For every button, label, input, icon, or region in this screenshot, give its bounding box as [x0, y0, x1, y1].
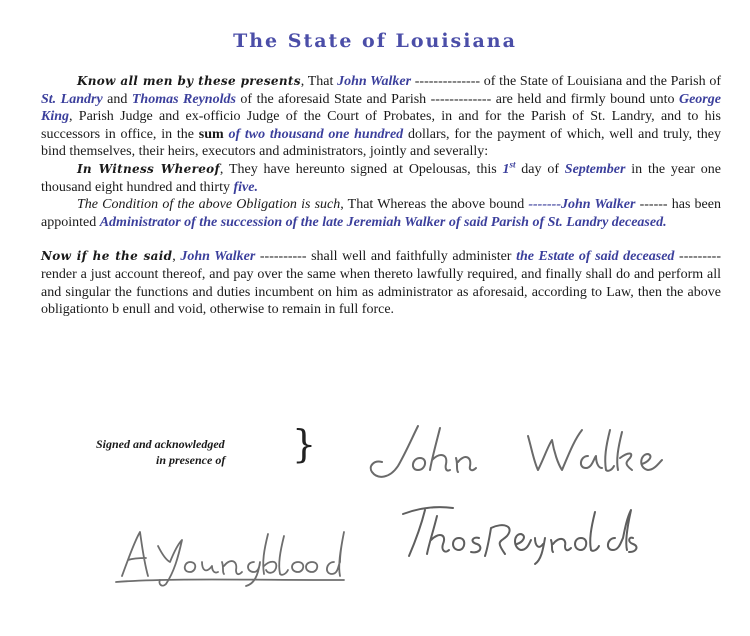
lead-condition: The Condition of the above Obligation is such	[77, 197, 341, 213]
sum-word: sum	[198, 126, 224, 142]
lead-in-witness: In Witness Whereof	[77, 161, 220, 176]
signature-john-walker-drawing	[360, 418, 670, 488]
judge-name: George King	[41, 91, 721, 125]
administrator-office: Administrator of the succession of the late Jeremiah Walker of said Parish of St. Landry deceased.	[99, 214, 667, 230]
paragraph-condition: The Condition of the above Obligation is such, That Whereas the above bound -------John Walker ------ has been appointed Administrator of the succession of the late Jeremiah Walker of said Parish of St. Landry deceased.	[41, 197, 721, 230]
lead-know-all-men: Know all men by these presents	[77, 74, 301, 88]
signing-month: September	[564, 161, 626, 177]
signature-thos-reynolds-drawing	[395, 498, 645, 568]
acknowledgement-label: Signed and acknowledged in presence of	[96, 437, 226, 467]
surety-name: Thomas Reynolds	[131, 91, 236, 107]
paragraph-witness: In Witness Whereof, They have hereunto signed at Opelousas, this 1st day of September in the year one thousand eight hundred and thirty five.	[41, 159, 721, 195]
estate-description: the Estate of said deceased	[516, 249, 675, 265]
brace-mark: }	[292, 422, 317, 466]
signature-a-youngblood-drawing	[108, 522, 348, 592]
signature-thos-reynolds	[395, 498, 645, 568]
bond-amount: of two thousand one hundred	[228, 126, 404, 142]
signing-day: 1st	[502, 159, 516, 177]
obligor-name: John Walker	[180, 249, 256, 265]
administrator-name: -------John Walker	[528, 197, 636, 213]
lead-now-if: Now if he the said	[41, 249, 173, 264]
paragraph-obligation: Now if he the said, John Walker ---------- shall well and faithfully administer the Estate of said deceased --------- render a just account thereof, and pay over the same when thereto lawfully required, and finally shall do and perform all and singular the functions and duties incumbent on him as administrator as aforesaid, according to Law, then the above obligationto b enull and void, otherwise to remain in full force.	[41, 249, 721, 318]
document-title: The State of Louisiana	[233, 30, 517, 52]
parish-name: St. Landry	[41, 91, 103, 107]
signature-john-walker	[360, 418, 670, 488]
paragraph-binding: Know all men by these presents, That John Walker -------------- of the State of Louisiana and the Parish of St. Landry and Thomas Reynolds of the aforesaid State and Parish ------------- are held and firmly bound unto George King, Parish Judge and ex-officio Judge of the Court of Probates, in and for the Parish of St. Landry, and to his successors in office, in the sum of two thousand one hundred dollars, for the payment of which, well and truly, they bind themselves, their heirs, executors and administrators, jointly and severally:	[41, 74, 722, 160]
principal-name: John Walker	[337, 74, 412, 89]
bond-text	[41, 73, 721, 319]
signing-year: five.	[233, 179, 258, 195]
signature-a-youngblood	[108, 522, 348, 592]
